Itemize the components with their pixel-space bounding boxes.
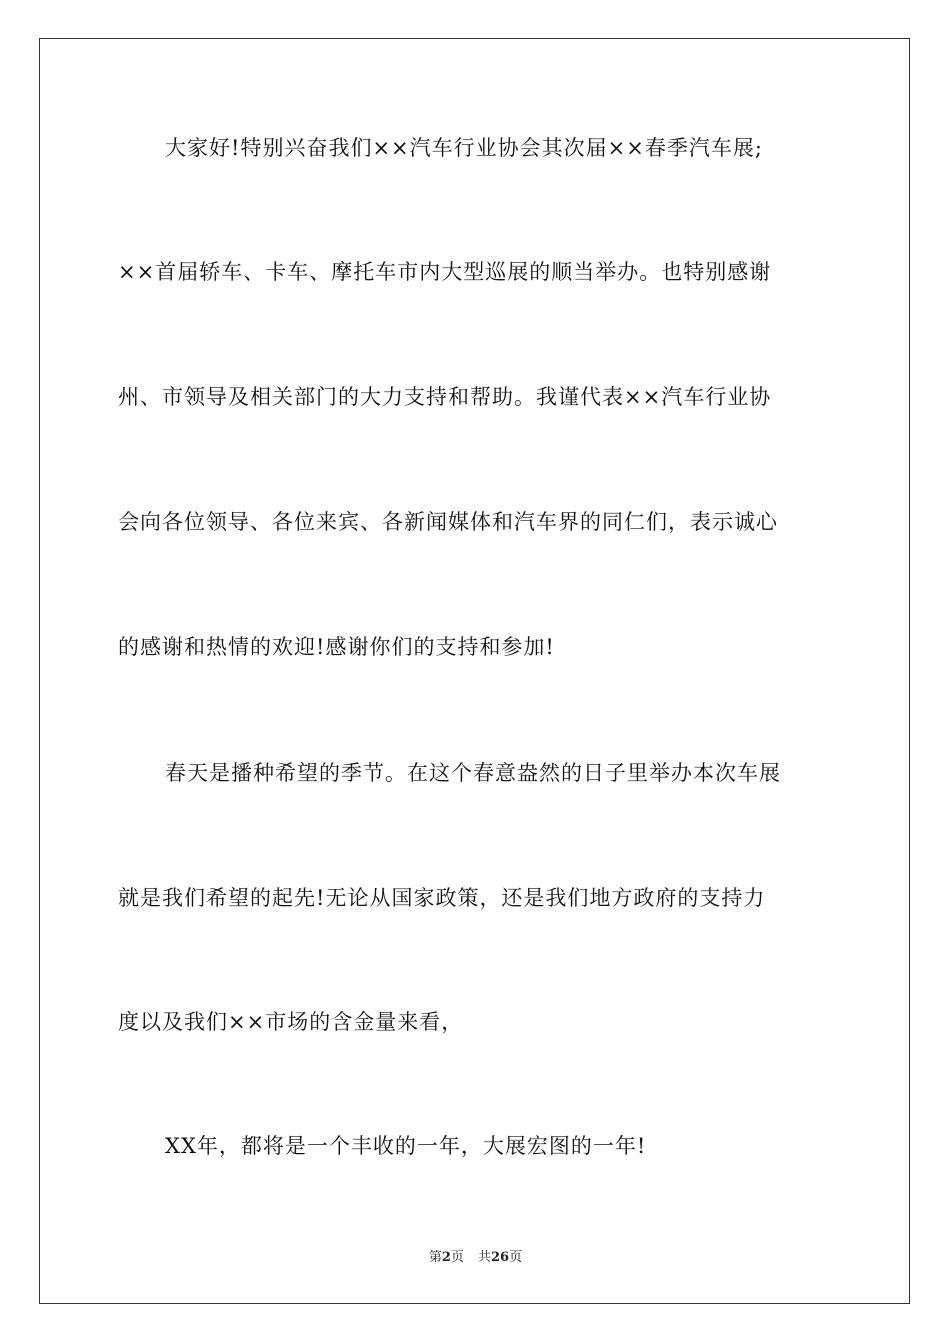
- paragraph-1-line-5: 的感谢和热情的欢迎!感谢你们的支持和参加!: [118, 635, 555, 659]
- paragraph-3-line-1: XX年，都将是一个丰收的一年，大展宏图的一年!: [165, 1134, 647, 1158]
- total-pages: 26: [490, 1250, 510, 1265]
- page-number: 2: [441, 1250, 451, 1265]
- paragraph-2-line-3: 度以及我们××市场的含金量来看，: [118, 1010, 464, 1034]
- page-footer: [40, 1250, 911, 1266]
- page-frame: [39, 38, 910, 1304]
- paragraph-2-line-1: 春天是播种希望的季节。在这个春意盎然的日子里举办本次车展: [165, 761, 781, 785]
- page-suffix: 页: [450, 1250, 464, 1265]
- paragraph-1-line-4: 会向各位领导、各位来宾、各新闻媒体和汽车界的同仁们，表示诚心: [118, 510, 778, 534]
- paragraph-1-line-3: 州、市领导及相关部门的大力支持和帮助。我谨代表××汽车行业协: [118, 385, 772, 409]
- total-prefix: 共: [477, 1250, 491, 1265]
- total-suffix: 页: [509, 1250, 523, 1265]
- paragraph-2-line-2: 就是我们希望的起先!无论从国家政策，还是我们地方政府的支持力: [118, 886, 766, 910]
- paragraph-1-line-2: ××首届轿车、卡车、摩托车市内大型巡展的顺当举办。也特别感谢: [118, 260, 772, 284]
- paragraph-1-line-1: 大家好!特别兴奋我们××汽车行业协会其次届××春季汽车展;: [165, 136, 763, 160]
- page-prefix: 第: [428, 1250, 442, 1265]
